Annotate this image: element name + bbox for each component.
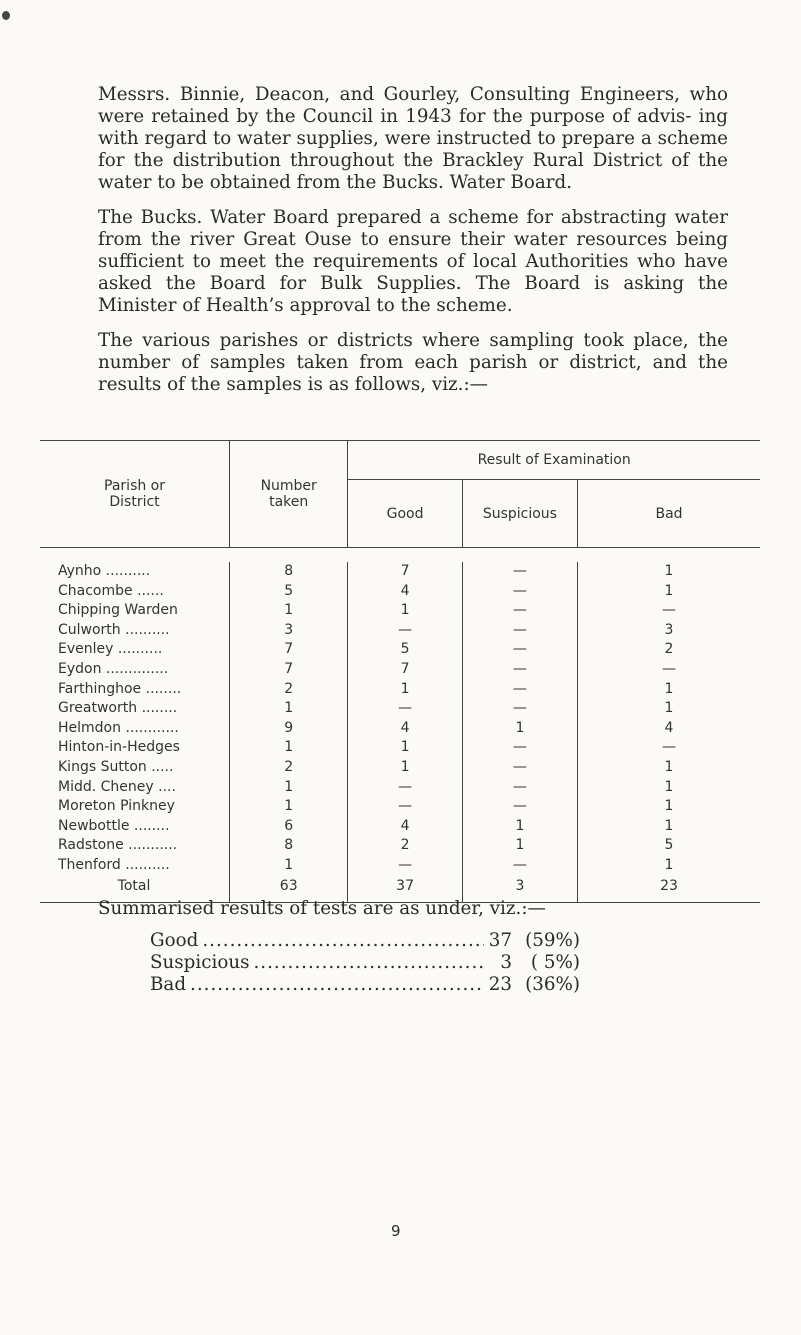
row-suspicious: — bbox=[462, 778, 577, 798]
row-bad: 4 bbox=[664, 719, 674, 736]
row-bad: 1 bbox=[664, 798, 674, 815]
row-good: 4 bbox=[348, 719, 462, 739]
table-row bbox=[40, 836, 760, 856]
row-parish: Newbottle ........ bbox=[40, 817, 230, 837]
table-row bbox=[40, 797, 760, 817]
row-bad: 1 bbox=[664, 582, 674, 599]
summary-label: Good bbox=[150, 930, 199, 951]
row-suspicious: — bbox=[462, 699, 577, 719]
row-suspicious: 1 bbox=[462, 836, 577, 856]
row-good: 7 bbox=[348, 660, 462, 680]
row-number: 7 bbox=[230, 660, 348, 680]
row-bad: 1 bbox=[664, 563, 674, 579]
row-suspicious: — bbox=[462, 758, 577, 778]
row-parish: Chacombe ...... bbox=[40, 582, 230, 602]
row-parish: Farthinghoe ........ bbox=[40, 680, 230, 700]
row-suspicious: — bbox=[462, 797, 577, 817]
summary-percent: ( 5%) bbox=[530, 952, 580, 973]
summary-percent: (59%) bbox=[525, 930, 580, 951]
row-number: 7 bbox=[230, 640, 348, 660]
header-parish: Parish or District bbox=[40, 441, 230, 548]
table-row bbox=[40, 817, 760, 837]
ink-blot-mark bbox=[2, 11, 10, 20]
row-number: 1 bbox=[230, 738, 348, 758]
row-bad: — bbox=[662, 602, 676, 619]
row-parish: Aynho .......... bbox=[40, 562, 230, 582]
row-suspicious: — bbox=[462, 621, 577, 641]
page-number: 9 bbox=[391, 1222, 401, 1240]
row-bad: — bbox=[662, 739, 676, 756]
row-number: 1 bbox=[230, 601, 348, 621]
row-number: 3 bbox=[230, 621, 348, 641]
row-good: 1 bbox=[348, 680, 462, 700]
row-good: 7 bbox=[348, 562, 462, 582]
row-bad: 1 bbox=[664, 700, 674, 717]
row-good: — bbox=[348, 699, 462, 719]
row-bad: 3 bbox=[664, 621, 674, 638]
row-bad: 2 bbox=[664, 641, 674, 658]
summary-row-bad bbox=[150, 974, 580, 996]
row-suspicious: 1 bbox=[462, 719, 577, 739]
paragraph-water-board-scheme: The Bucks. Water Board prepared a scheme for abstracting water from the river Great Ouse to ensure their water resources being sufficient to meet the requirements of local Authorities who have asked the Board for Bulk Supplies. The Board is asking the Minister of Health’s approval to the scheme. bbox=[98, 207, 728, 316]
row-suspicious: — bbox=[462, 601, 577, 621]
table-row bbox=[40, 582, 760, 602]
table-row bbox=[40, 680, 760, 700]
row-number: 2 bbox=[230, 680, 348, 700]
row-good: — bbox=[348, 621, 462, 641]
summary-row-good bbox=[150, 930, 580, 952]
table-row bbox=[40, 640, 760, 660]
row-suspicious: — bbox=[462, 582, 577, 602]
row-bad: 1 bbox=[664, 758, 674, 775]
row-good: — bbox=[348, 856, 462, 876]
row-good: 1 bbox=[348, 758, 462, 778]
summary-label: Suspicious bbox=[150, 952, 250, 973]
row-suspicious: — bbox=[462, 660, 577, 680]
row-bad: 1 bbox=[664, 778, 674, 795]
summary-percent: (36%) bbox=[525, 974, 580, 995]
table-row bbox=[40, 601, 760, 621]
total-label: Total bbox=[40, 876, 230, 903]
row-suspicious: — bbox=[462, 562, 577, 582]
total-number: 63 bbox=[230, 876, 348, 903]
row-suspicious: — bbox=[462, 680, 577, 700]
table-row bbox=[40, 778, 760, 798]
row-good: — bbox=[348, 778, 462, 798]
paragraph-sampling-intro: The various parishes or districts where sampling took place, the number of samples taken from each parish or district, and the results of the samples is as follows, viz.:— bbox=[98, 330, 728, 395]
sampling-results-table bbox=[40, 440, 760, 903]
row-parish: Thenford .......... bbox=[40, 856, 230, 876]
table-row bbox=[40, 758, 760, 778]
row-number: 8 bbox=[230, 836, 348, 856]
paragraph-consulting-engineers: Messrs. Binnie, Deacon, and Gourley, Consulting Engineers, who were retained by the Council in 1943 for the purpose of advis- ing with regard to water supplies, were instructed to prepare a scheme for the distribution throughout the Brackley Rural District of the water to be obtained from the Bucks. Water Board. bbox=[98, 84, 728, 193]
summary-intro: Summarised results of tests are as under, viz.:— bbox=[98, 898, 546, 919]
row-good: 2 bbox=[348, 836, 462, 856]
total-suspicious: 3 bbox=[462, 876, 577, 903]
row-good: 1 bbox=[348, 738, 462, 758]
row-parish: Radstone ........... bbox=[40, 836, 230, 856]
table-row bbox=[40, 719, 760, 739]
row-suspicious: — bbox=[462, 738, 577, 758]
row-number: 1 bbox=[230, 797, 348, 817]
row-suspicious: 1 bbox=[462, 817, 577, 837]
row-parish: Kings Sutton ..... bbox=[40, 758, 230, 778]
row-suspicious: — bbox=[462, 856, 577, 876]
row-parish: Culworth .......... bbox=[40, 621, 230, 641]
header-bad: Bad bbox=[655, 505, 683, 522]
row-number: 9 bbox=[230, 719, 348, 739]
table-row bbox=[40, 660, 760, 680]
header-good: Good bbox=[348, 480, 462, 548]
leader-dots bbox=[202, 930, 484, 952]
row-good: 1 bbox=[348, 601, 462, 621]
row-number: 1 bbox=[230, 856, 348, 876]
row-bad: 1 bbox=[664, 680, 674, 697]
summary-label: Bad bbox=[150, 974, 187, 995]
row-bad: 1 bbox=[664, 856, 674, 873]
total-good: 37 bbox=[348, 876, 462, 903]
leader-dots bbox=[253, 952, 484, 974]
row-number: 8 bbox=[230, 562, 348, 582]
row-parish: Eydon .............. bbox=[40, 660, 230, 680]
row-parish: Hinton-in-Hedges bbox=[40, 738, 230, 758]
row-number: 6 bbox=[230, 817, 348, 837]
row-number: 1 bbox=[230, 699, 348, 719]
summary-count: 37 bbox=[488, 930, 512, 951]
row-bad: 1 bbox=[664, 817, 674, 834]
row-number: 5 bbox=[230, 582, 348, 602]
table-row bbox=[40, 621, 760, 641]
row-good: 5 bbox=[348, 640, 462, 660]
table-row bbox=[40, 738, 760, 758]
header-suspicious: Suspicious bbox=[462, 480, 577, 548]
header-number: Number taken bbox=[230, 441, 348, 548]
summary-list bbox=[150, 930, 580, 996]
table-row bbox=[40, 562, 760, 582]
header-result-group: Result of Examination bbox=[348, 441, 760, 480]
total-bad: 23 bbox=[660, 877, 678, 894]
row-parish: Greatworth ........ bbox=[40, 699, 230, 719]
row-parish: Chipping Warden bbox=[40, 601, 230, 621]
table-row bbox=[40, 856, 760, 876]
summary-count: 23 bbox=[488, 974, 512, 995]
leader-dots bbox=[190, 974, 484, 996]
row-number: 1 bbox=[230, 778, 348, 798]
row-parish: Midd. Cheney .... bbox=[40, 778, 230, 798]
row-good: — bbox=[348, 797, 462, 817]
row-number: 2 bbox=[230, 758, 348, 778]
row-good: 4 bbox=[348, 817, 462, 837]
row-bad: — bbox=[662, 660, 676, 677]
summary-count: 3 bbox=[500, 952, 512, 973]
body-text bbox=[98, 84, 728, 409]
row-bad: 5 bbox=[664, 837, 674, 854]
row-parish: Helmdon ............ bbox=[40, 719, 230, 739]
row-parish: Evenley .......... bbox=[40, 640, 230, 660]
table-row bbox=[40, 699, 760, 719]
summary-row-suspicious bbox=[150, 952, 580, 974]
row-good: 4 bbox=[348, 582, 462, 602]
row-parish: Moreton Pinkney bbox=[40, 797, 230, 817]
row-suspicious: — bbox=[462, 640, 577, 660]
